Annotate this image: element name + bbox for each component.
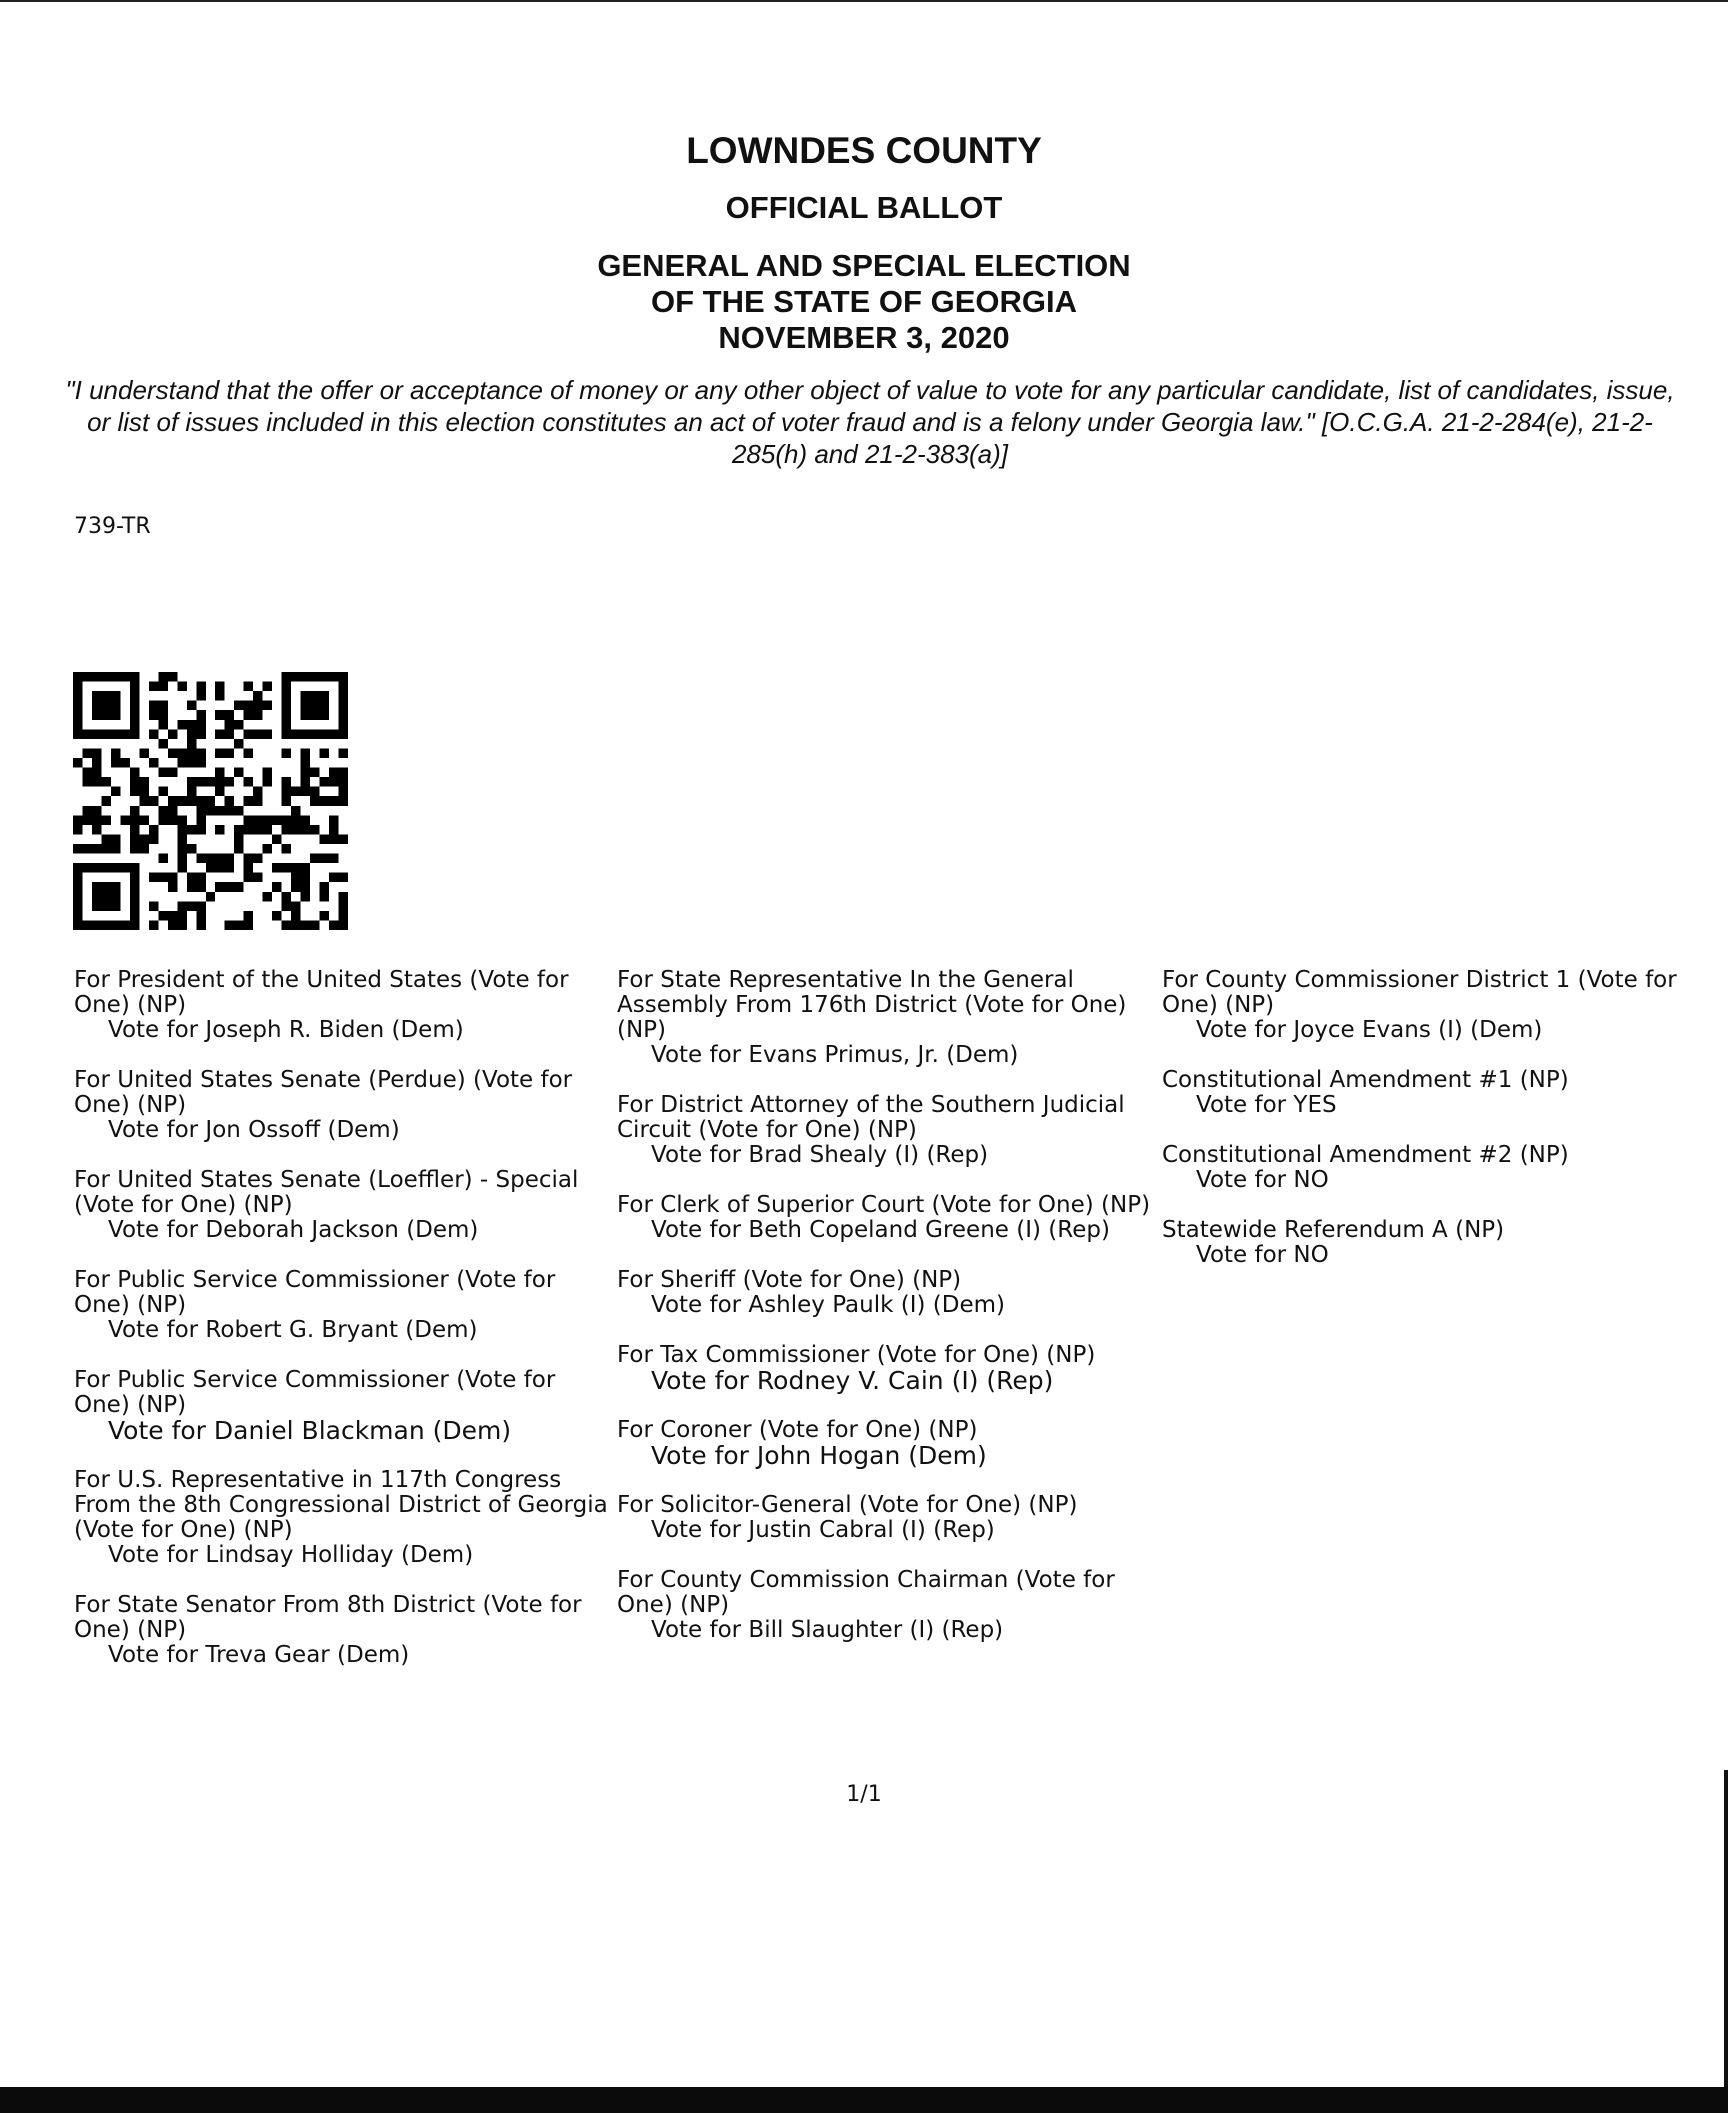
race-coroner	[617, 1418, 1157, 1468]
ballot-title: OFFICIAL BALLOT	[725, 190, 1003, 225]
race-title: For United States Senate (Perdue) (Vote for One) (NP)	[74, 1067, 573, 1118]
race-title: Constitutional Amendment #1 (NP)	[1162, 1067, 1569, 1093]
race-choice: Vote for YES	[1196, 1092, 1337, 1118]
race-choice: Vote for Lindsay Holliday (Dem)	[108, 1542, 474, 1568]
race-district-attorney	[617, 1093, 1157, 1168]
race-choice: Vote for Justin Cabral (I) (Rep)	[651, 1517, 995, 1543]
race-choice: Vote for NO	[1196, 1167, 1329, 1193]
race-choice: Vote for Bill Slaughter (I) (Rep)	[651, 1617, 1004, 1643]
race-choice: Vote for Jon Ossoff (Dem)	[108, 1117, 400, 1143]
race-tax-commissioner	[617, 1343, 1157, 1393]
race-commission-chairman	[617, 1568, 1157, 1643]
race-title: For United States Senate (Loeffler) - Special (Vote for One) (NP)	[74, 1167, 579, 1218]
race-psc-1	[74, 1268, 614, 1343]
race-choice: Vote for Robert G. Bryant (Dem)	[108, 1317, 478, 1343]
race-title: For President of the United States (Vote for One) (NP)	[74, 967, 569, 1018]
race-title: For Clerk of Superior Court (Vote for One) (NP)	[617, 1192, 1151, 1218]
race-choice: Vote for Ashley Paulk (I) (Dem)	[651, 1292, 1005, 1318]
race-choice: Vote for Joyce Evans (I) (Dem)	[1196, 1017, 1543, 1043]
race-title: For Coroner (Vote for One) (NP)	[617, 1417, 978, 1443]
voter-fraud-notice: "I understand that the offer or acceptance of money or any other object of value to vote for any particular candidate, list of candidates, issue, or list of issues included in this election constitutes an act of voter fraud and is a felony under Georgia law." [O.C.G.A. 21-2-284(e), 21-2-285(h) and 21-2-383(a)]	[65, 375, 1675, 469]
election-line-1: GENERAL AND SPECIAL ELECTION	[597, 248, 1131, 283]
race-choice: Vote for Evans Primus, Jr. (Dem)	[651, 1042, 1019, 1068]
county-title: LOWNDES COUNTY	[686, 130, 1042, 171]
race-sheriff	[617, 1268, 1157, 1318]
race-title: For District Attorney of the Southern Judicial Circuit (Vote for One) (NP)	[617, 1092, 1125, 1143]
race-choice: Vote for Brad Shealy (I) (Rep)	[651, 1142, 989, 1168]
race-senate-loeffler	[74, 1168, 614, 1243]
race-choice: Vote for John Hogan (Dem)	[651, 1441, 987, 1470]
race-title: For Sheriff (Vote for One) (NP)	[617, 1267, 962, 1293]
column-3	[1162, 968, 1722, 1293]
scan-edge-bottom	[0, 2087, 1728, 2113]
race-title: For State Representative In the General Assembly From 176th District (Vote for One) (NP)	[617, 967, 1127, 1043]
race-county-commissioner-1	[1162, 968, 1722, 1043]
race-clerk-superior-court	[617, 1193, 1157, 1243]
election-title	[0, 248, 1728, 356]
race-psc-2	[74, 1368, 614, 1443]
race-title: For State Senator From 8th District (Vote for One) (NP)	[74, 1592, 582, 1643]
race-choice: Vote for Beth Copeland Greene (I) (Rep)	[651, 1217, 1110, 1243]
race-title: For County Commissioner District 1 (Vote for One) (NP)	[1162, 967, 1677, 1018]
election-date: NOVEMBER 3, 2020	[718, 320, 1010, 355]
race-amendment-2	[1162, 1143, 1722, 1193]
race-title: For County Commission Chairman (Vote for One) (NP)	[617, 1567, 1115, 1618]
race-choice: Vote for Joseph R. Biden (Dem)	[108, 1017, 464, 1043]
race-choice: Vote for Deborah Jackson (Dem)	[108, 1217, 479, 1243]
race-referendum-a	[1162, 1218, 1722, 1268]
race-title: Statewide Referendum A (NP)	[1162, 1217, 1505, 1243]
race-president	[74, 968, 614, 1043]
ballot-style-id: 739-TR	[74, 514, 151, 539]
race-us-representative	[74, 1468, 614, 1568]
race-choice: Vote for Daniel Blackman (Dem)	[108, 1416, 512, 1445]
column-2	[617, 968, 1157, 1668]
race-choice: Vote for Treva Gear (Dem)	[108, 1642, 410, 1668]
race-senate-perdue	[74, 1068, 614, 1143]
race-title: For Public Service Commissioner (Vote for One) (NP)	[74, 1367, 556, 1418]
race-solicitor-general	[617, 1493, 1157, 1543]
race-state-representative	[617, 968, 1157, 1068]
race-title: For Solicitor-General (Vote for One) (NP)	[617, 1492, 1078, 1518]
race-title: For Public Service Commissioner (Vote for One) (NP)	[74, 1267, 556, 1318]
page-number: 1/1	[846, 1782, 882, 1807]
race-title: For U.S. Representative in 117th Congress From the 8th Congressional District of Georgia (Vote for One) (NP)	[74, 1467, 608, 1543]
race-choice: Vote for Rodney V. Cain (I) (Rep)	[651, 1366, 1054, 1395]
qr-code	[73, 672, 348, 930]
scan-edge-top	[0, 0, 1728, 2]
scan-edge-right	[1724, 1770, 1728, 2100]
ballot-header	[0, 130, 1728, 356]
race-title: For Tax Commissioner (Vote for One) (NP)	[617, 1342, 1096, 1368]
race-amendment-1	[1162, 1068, 1722, 1118]
race-choice: Vote for NO	[1196, 1242, 1329, 1268]
election-line-2: OF THE STATE OF GEORGIA	[651, 284, 1077, 319]
race-title: Constitutional Amendment #2 (NP)	[1162, 1142, 1569, 1168]
race-state-senator	[74, 1593, 614, 1668]
column-1	[74, 968, 614, 1693]
